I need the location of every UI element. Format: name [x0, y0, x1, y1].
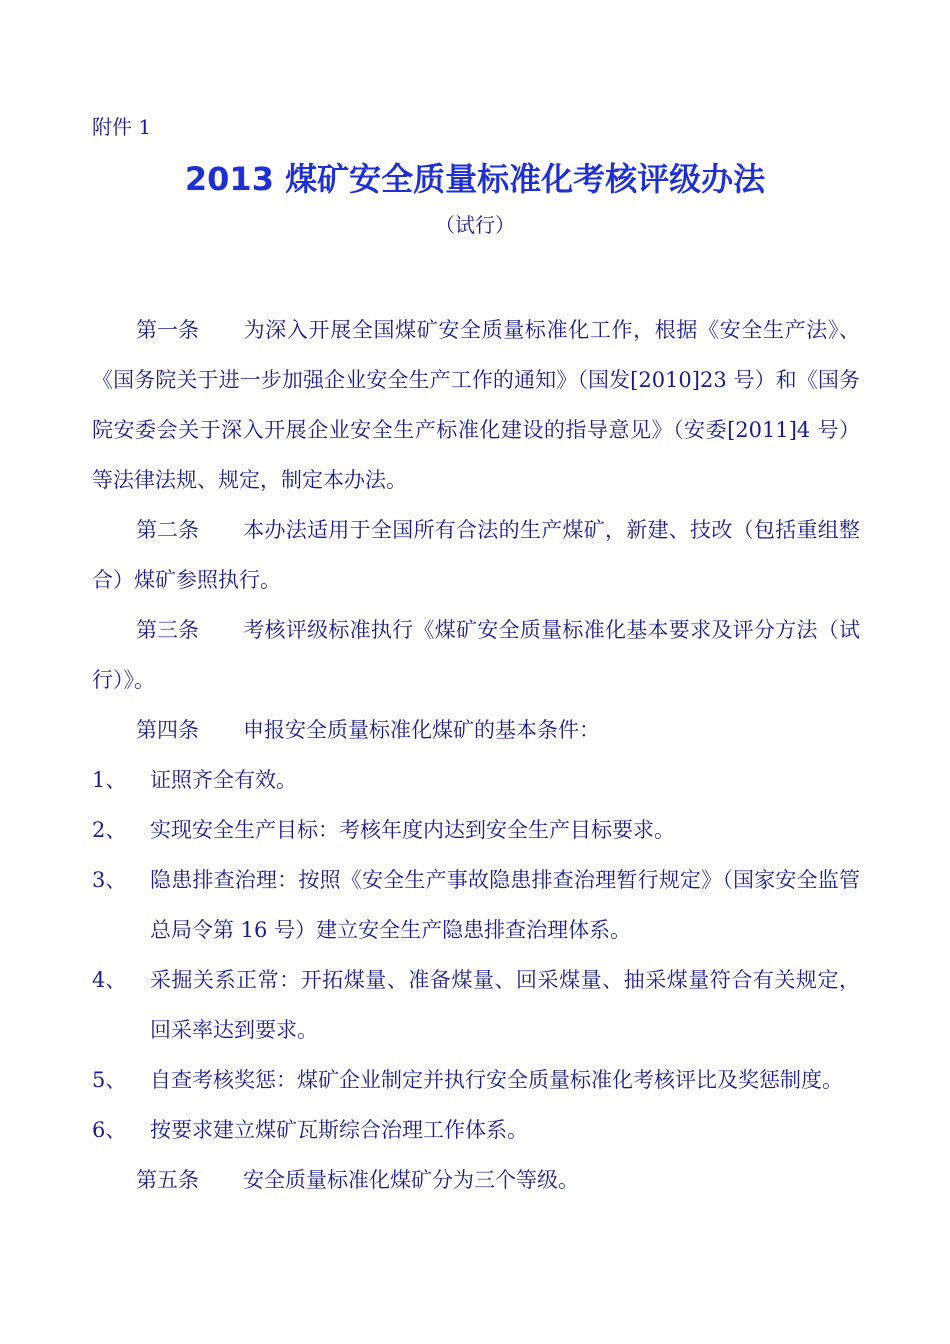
article-label: 第三条: [136, 618, 199, 642]
article-text: 本办法适用于全国所有合法的生产煤矿，新建、技改（包括重组整合）煤矿参照执行。: [92, 518, 860, 592]
article-1: [92, 305, 860, 505]
article-label: 第二条: [136, 518, 199, 542]
article-text: 申报安全质量标准化煤矿的基本条件：: [243, 718, 600, 742]
list-item: [92, 855, 860, 955]
article-label: 第五条: [136, 1168, 199, 1192]
document-subtitle: （试行）: [435, 213, 515, 237]
article-label: 第四条: [136, 718, 199, 742]
list-item: [92, 805, 860, 855]
list-item: [92, 955, 860, 1055]
list-item: [92, 1055, 860, 1105]
list-item: [92, 1105, 860, 1155]
list-item-text: 采掘关系正常：开拓煤量、准备煤量、回采煤量、抽采煤量符合有关规定，回采率达到要求。: [150, 968, 860, 1042]
document-title: 2013 煤矿安全质量标准化考核评级办法: [184, 160, 766, 198]
article-text: 为深入开展全国煤矿安全质量标准化工作，根据《安全生产法》、《国务院关于进一步加强企业安全生产工作的通知》（国发[2010]23 号）和《国务院安委会关于深入开展企业安全生产标准化建设的指导意见》（安委[2011]4 号）等法律法规、规定，制定本办法。: [92, 318, 860, 492]
list-item-number: 3、: [92, 868, 127, 892]
list-item-number: 2、: [92, 818, 127, 842]
document-body: [92, 305, 860, 1205]
list-item-number: 6、: [92, 1118, 127, 1142]
article-text: 考核评级标准执行《煤矿安全质量标准化基本要求及评分方法（试行）》。: [92, 618, 860, 692]
list-item-number: 1、: [92, 768, 127, 792]
article-3: [92, 605, 860, 705]
list-item-number: 4、: [92, 968, 127, 992]
list-item-text: 按要求建立煤矿瓦斯综合治理工作体系。: [150, 1118, 528, 1142]
list-item: [92, 755, 860, 805]
annex-label: 附件 1: [92, 115, 152, 139]
article-label: 第一条: [136, 318, 199, 342]
list-item-text: 自查考核奖惩：煤矿企业制定并执行安全质量标准化考核评比及奖惩制度。: [150, 1068, 843, 1092]
list-item-text: 隐患排查治理：按照《安全生产事故隐患排查治理暂行规定》（国家安全监管总局令第 16 号）建立安全生产隐患排查治理体系。: [150, 868, 860, 942]
list-item-text: 证照齐全有效。: [150, 768, 297, 792]
article-5: [92, 1155, 860, 1205]
article-4: [92, 705, 860, 755]
article-2: [92, 505, 860, 605]
list-item-text: 实现安全生产目标：考核年度内达到安全生产目标要求。: [150, 818, 675, 842]
article-text: 安全质量标准化煤矿分为三个等级。: [243, 1168, 579, 1192]
list-item-number: 5、: [92, 1068, 127, 1092]
